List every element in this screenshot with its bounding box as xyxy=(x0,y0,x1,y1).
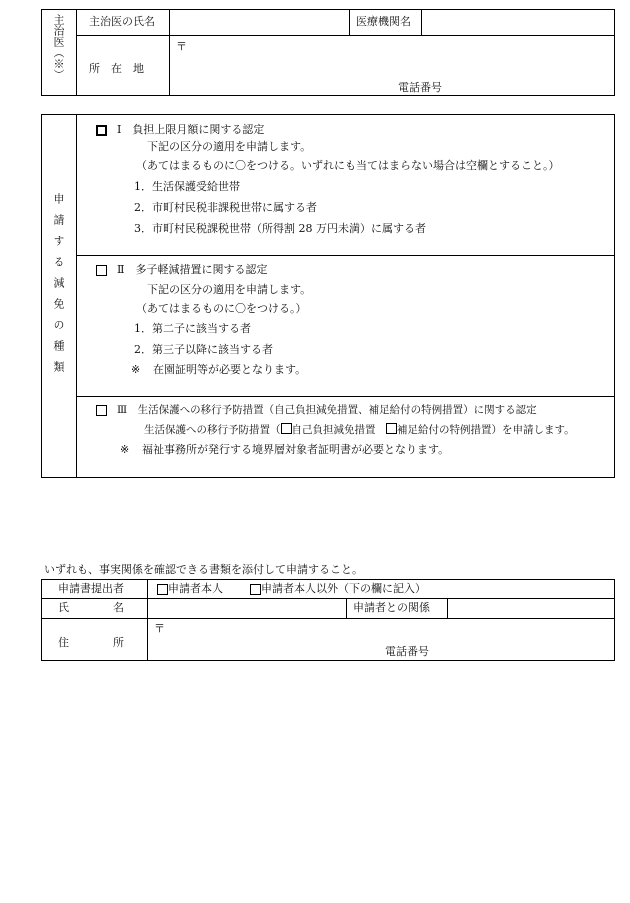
applicant-row-divider-2 xyxy=(41,618,615,619)
section1-item: 1．生活保護受給世帯 xyxy=(134,180,240,193)
section1-apply-text: 下記の区分の適用を申請します。 xyxy=(147,140,312,153)
section3-option2-label: 補足給付の特例措置 xyxy=(397,424,492,436)
doctor-name-field[interactable] xyxy=(176,15,344,29)
submitter-self-checkbox[interactable] xyxy=(157,584,168,595)
doctor-address-label: 所 在 地 xyxy=(89,62,144,75)
doctor-divider-2 xyxy=(169,9,170,96)
section3-note: 福祉事務所が発行する境界層対象者証明書が必要となります。 xyxy=(142,443,450,456)
submitter-other-checkbox[interactable] xyxy=(250,584,261,595)
section3-checkbox[interactable] xyxy=(96,405,107,416)
doctor-institution-field[interactable] xyxy=(426,15,610,29)
applicant-intro: いずれも、事実関係を確認できる書類を添付して申請すること。 xyxy=(44,563,363,576)
submitter-self-label: 申請者本人 xyxy=(168,582,223,595)
applicant-address-label: 住 所 xyxy=(58,636,124,649)
applicant-divider-1 xyxy=(147,579,148,661)
applicant-postal-mark: 〒 xyxy=(154,622,165,635)
section2-checkbox[interactable] xyxy=(96,265,107,276)
submitter-other-label: 申請者本人以外（下の欄に記入） xyxy=(261,582,426,595)
applicant-relation-label: 申請者との関係 xyxy=(353,601,430,614)
applicant-divider-3 xyxy=(447,598,448,618)
doctor-name-label: 主治医の氏名 xyxy=(89,15,155,28)
applicant-phone-label: 電話番号 xyxy=(385,645,429,658)
section1-title: Ⅰ 負担上限月額に関する認定 xyxy=(117,123,265,136)
applicant-relation-field[interactable] xyxy=(452,601,610,615)
section1-item: 2．市町村民税非課税世帯に属する者 xyxy=(134,201,317,214)
doctor-phone-label: 電話番号 xyxy=(398,81,442,94)
section3-option1-label: 自己負担減免措置 xyxy=(291,424,376,436)
section2-instruction: （あてはまるものに〇をつける。） xyxy=(136,302,307,315)
section2-title: Ⅱ 多子軽減措置に関する認定 xyxy=(117,263,268,276)
section3-option2-checkbox[interactable] xyxy=(386,423,397,434)
exemption-row-divider-1 xyxy=(76,255,615,256)
applicant-row-divider-1 xyxy=(41,598,615,599)
section3-line-prefix: 生活保護への移行予防措置（ xyxy=(144,424,281,436)
applicant-divider-2 xyxy=(346,598,347,618)
doctor-divider-4 xyxy=(421,9,422,35)
section3-note-mark: ※ xyxy=(120,443,130,456)
applicant-name-field[interactable] xyxy=(152,601,342,615)
doctor-row-divider xyxy=(76,35,615,36)
section1-checkbox[interactable] xyxy=(96,125,107,136)
doctor-postal-mark: 〒 xyxy=(176,40,187,53)
section2-note: 在園証明等が必要となります。 xyxy=(153,363,307,376)
section1-item: 3．市町村民税課税世帯（所得割 28 万円未満）に属する者 xyxy=(134,222,426,235)
section3-line xyxy=(144,423,575,437)
exemption-row-divider-2 xyxy=(76,396,615,397)
exemption-side-divider xyxy=(76,114,77,478)
section2-apply-text: 下記の区分の適用を申請します。 xyxy=(147,283,312,296)
section2-item: 2．第三子以降に該当する者 xyxy=(134,343,273,356)
exemption-side-label: 申請する減免の種類 xyxy=(52,193,65,382)
submitter-label: 申請書提出者 xyxy=(58,582,124,595)
doctor-divider-3 xyxy=(349,9,350,35)
section3-title: Ⅲ 生活保護への移行予防措置（自己負担減免措置、補足給付の特例措置）に関する認定 xyxy=(117,404,537,416)
section3-option1-checkbox[interactable] xyxy=(281,423,292,434)
section2-item: 1．第二子に該当する者 xyxy=(134,322,251,335)
doctor-side-label: 主治医（※） xyxy=(52,14,65,80)
doctor-institution-label: 医療機関名 xyxy=(356,15,411,28)
applicant-name-label: 氏 名 xyxy=(58,601,124,614)
section2-note-mark: ※ xyxy=(131,363,141,376)
doctor-divider-1 xyxy=(76,9,77,96)
section3-line-suffix: ）を申請します。 xyxy=(491,424,575,436)
section1-instruction: （あてはまるものに〇をつける。いずれにも当てはまらない場合は空欄とすること。） xyxy=(136,159,560,172)
